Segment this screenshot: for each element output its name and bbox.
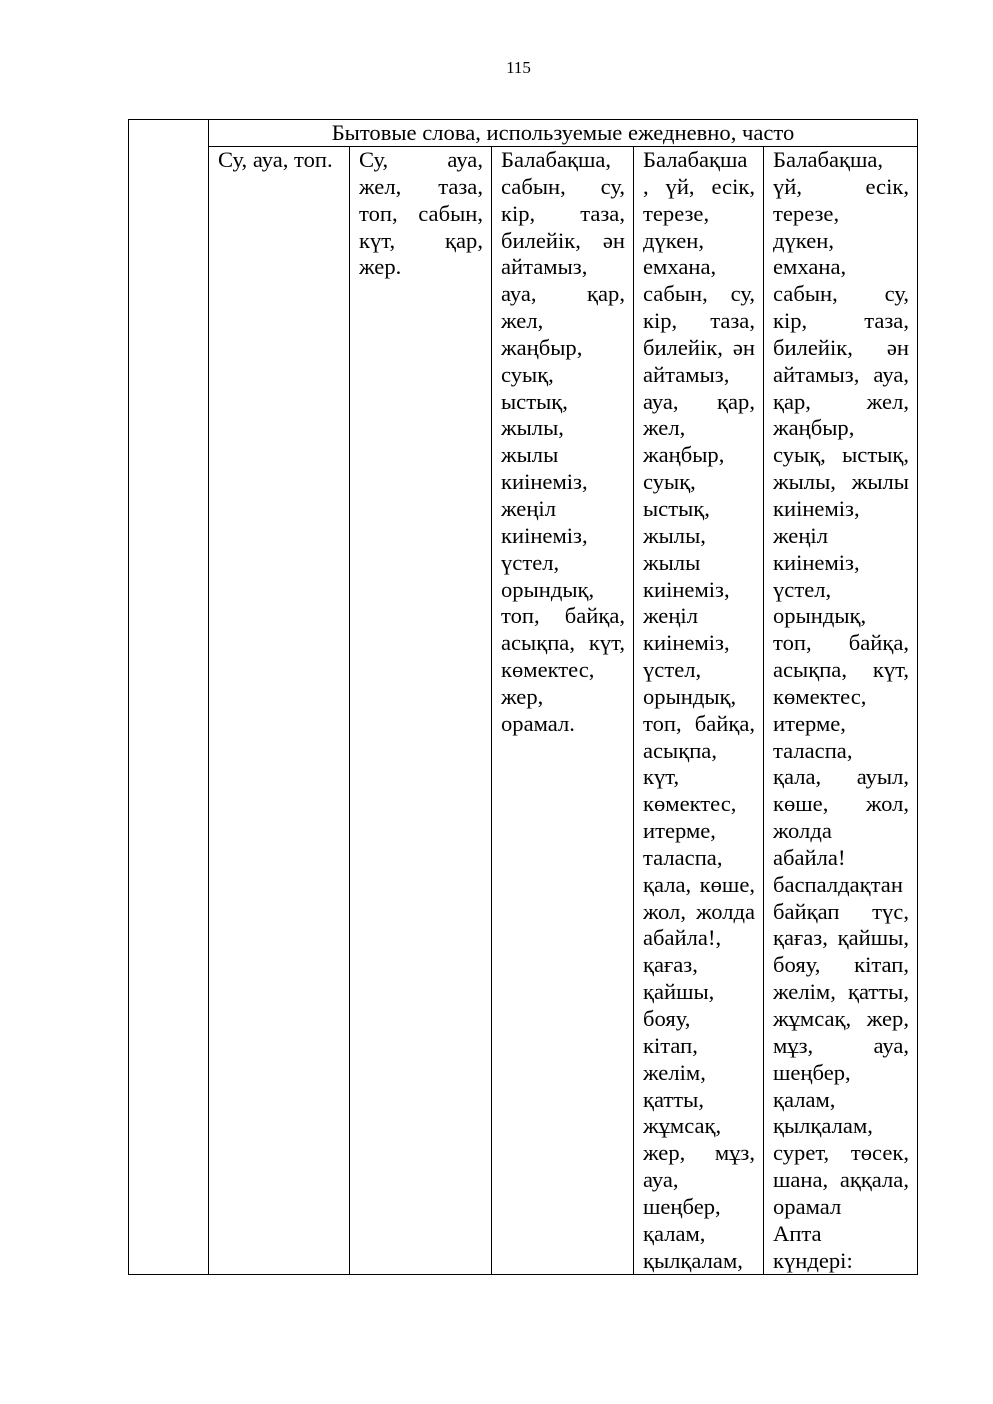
cell-line: жолда — [773, 818, 832, 844]
cell-line: суық, ыстық, — [773, 442, 909, 468]
cell-line: итерме, — [643, 818, 716, 844]
cell-line: сурет, төсек, — [773, 1140, 909, 1166]
cell-line: қатты, — [643, 1086, 704, 1112]
cell-line: кітап, — [643, 1032, 698, 1058]
cell-line: ауа, қар, — [501, 281, 625, 307]
cell-line: киінеміз, — [501, 522, 588, 548]
cell-line: жеңіл — [643, 603, 698, 629]
cell-line: орамал. — [501, 710, 575, 736]
cell-line: киінеміз, — [773, 549, 860, 575]
cell-line: қалам, — [643, 1220, 706, 1246]
cell-line: қылқалам, — [643, 1247, 743, 1273]
cell-line: үстел, — [501, 549, 560, 575]
cell-line: асықпа, күт, — [773, 657, 909, 683]
cell-line: суық, — [501, 361, 554, 387]
cell-line: ыстық, — [501, 388, 568, 414]
cell-line: ыстық, — [643, 495, 710, 521]
cell-line: айтамыз, — [643, 361, 730, 387]
cell-line: ауа, қар, — [643, 388, 755, 414]
cell-line: қала, көше, — [643, 871, 755, 897]
cell-line: қылқалам, — [773, 1113, 873, 1139]
cell-line: жылы — [501, 442, 559, 468]
cell-line: жаңбыр, — [773, 415, 855, 441]
cell-line: бояу, кітап, — [773, 952, 909, 978]
cell-line: таласпа, — [643, 844, 723, 870]
cell-line: топ, байқа, — [501, 603, 625, 629]
cell-line: , үй, есік, — [643, 173, 755, 199]
cell-line: таласпа, — [773, 737, 853, 763]
table-cell-col-2 — [350, 147, 492, 1274]
cell-line: абайла! — [773, 844, 846, 870]
cell-line: Су, ауа, — [359, 147, 483, 172]
cell-line: билейік, ән — [773, 334, 909, 360]
cell-line: бояу, — [643, 1006, 691, 1031]
cell-line: күндері: — [773, 1247, 853, 1273]
cell-line: мұз, ауа, — [773, 1032, 909, 1058]
table-cell-col-3 — [492, 147, 634, 1274]
cell-line: асықпа, күт, — [501, 630, 625, 656]
cell-line: жылы, жылы — [773, 469, 909, 495]
cell-line: билейік, ән — [501, 227, 625, 253]
cell-line: жылы, — [501, 415, 564, 441]
cell-line: жер, мұз, — [643, 1140, 755, 1166]
cell-line: қағаз, — [643, 952, 698, 978]
cell-line: қала, ауыл, — [773, 764, 909, 790]
cell-line: желім, — [643, 1059, 706, 1085]
cell-line: Су, ауа, топ. — [218, 147, 333, 172]
cell-line: сабын, су, — [501, 173, 625, 199]
cell-line: емхана, — [773, 254, 847, 280]
cell-line: үстел, — [773, 576, 832, 602]
page-number: 115 — [506, 58, 531, 77]
cell-line: топ, сабын, — [359, 200, 483, 226]
cell-line: орындық, — [501, 576, 595, 602]
cell-line: қар, жел, — [773, 388, 909, 414]
cell-line: шана, аққала, — [773, 1167, 909, 1193]
cell-line: орындық, — [643, 683, 737, 709]
cell-line: жол, жолда — [643, 898, 755, 924]
cell-line: жер, — [501, 683, 544, 709]
cell-line: Балабақша — [643, 147, 748, 172]
cell-line: баспалдақтан — [773, 871, 903, 897]
cell-line: орамал — [773, 1193, 842, 1219]
table-cell-col-5 — [764, 147, 917, 1274]
cell-line: жеңіл — [501, 495, 556, 521]
cell-line: киінеміз, — [773, 495, 860, 521]
cell-line: орындық, — [773, 603, 867, 629]
cell-line: кір, таза, — [773, 308, 909, 334]
cell-line: дүкен, — [773, 227, 834, 253]
cell-line: жел, таза, — [359, 173, 483, 199]
cell-line: киінеміз, — [643, 576, 730, 602]
cell-line: жаңбыр, — [501, 334, 583, 360]
vocabulary-table — [128, 119, 918, 1275]
cell-line: айтамыз, ауа, — [773, 361, 909, 387]
cell-line: асықпа, — [643, 737, 717, 763]
cell-line: сабын, су, — [773, 281, 909, 307]
cell-line: жұмсақ, жер, — [773, 1006, 909, 1031]
cell-line: көмектес, — [773, 683, 867, 709]
cell-line: көмектес, — [643, 791, 737, 817]
cell-line: жел, — [501, 308, 544, 334]
cell-line: терезе, — [643, 200, 710, 226]
cell-line: суық, — [643, 469, 696, 495]
cell-line: күт, қар, — [359, 227, 483, 253]
cell-line: билейік, ән — [643, 334, 755, 360]
cell-line: кір, таза, — [643, 308, 755, 334]
cell-line: жеңіл — [773, 522, 828, 548]
cell-line: ауа, — [643, 1167, 679, 1193]
table-cell-col-1 — [209, 147, 350, 1274]
cell-line: үстел, — [643, 657, 702, 683]
cell-line: абайла!, — [643, 925, 722, 951]
cell-line: Апта — [773, 1220, 822, 1246]
cell-line: үй, есік, — [773, 173, 909, 199]
cell-line: қайшы, — [643, 979, 715, 1005]
cell-line: дүкен, — [643, 227, 704, 253]
cell-line: Балабақша, — [773, 147, 884, 172]
cell-line: қағаз, қайшы, — [773, 925, 909, 951]
table-header: Бытовые слова, используемые ежедневно, часто — [209, 120, 917, 147]
cell-line: Балабақша, — [501, 147, 612, 172]
cell-line: көше, жол, — [773, 791, 909, 817]
cell-line: сабын, су, — [643, 281, 755, 307]
cell-line: емхана, — [643, 254, 717, 280]
cell-line: кір, таза, — [501, 200, 625, 226]
cell-line: шеңбер, — [643, 1193, 721, 1219]
cell-line: жел, — [643, 415, 686, 441]
cell-line: топ, байқа, — [643, 710, 755, 736]
cell-line: күт, — [643, 764, 680, 790]
table-cell-col-4 — [634, 147, 764, 1274]
cell-line: жылы — [643, 549, 701, 575]
cell-line: жылы, — [643, 522, 706, 548]
cell-line: киінеміз, — [643, 630, 730, 656]
cell-line: жаңбыр, — [643, 442, 725, 468]
cell-line: топ, байқа, — [773, 630, 909, 656]
cell-line: терезе, — [773, 200, 840, 226]
cell-line: киінеміз, — [501, 469, 588, 495]
cell-line: жұмсақ, — [643, 1113, 722, 1139]
cell-line: желім, қатты, — [773, 979, 909, 1005]
cell-line: жер. — [359, 254, 402, 280]
table-cell-empty — [129, 120, 209, 1274]
cell-line: айтамыз, — [501, 254, 588, 280]
cell-line: көмектес, — [501, 657, 595, 683]
cell-line: шеңбер, — [773, 1059, 851, 1085]
cell-line: қалам, — [773, 1086, 836, 1112]
cell-line: итерме, — [773, 710, 846, 736]
cell-line: байқап түс, — [773, 898, 909, 924]
